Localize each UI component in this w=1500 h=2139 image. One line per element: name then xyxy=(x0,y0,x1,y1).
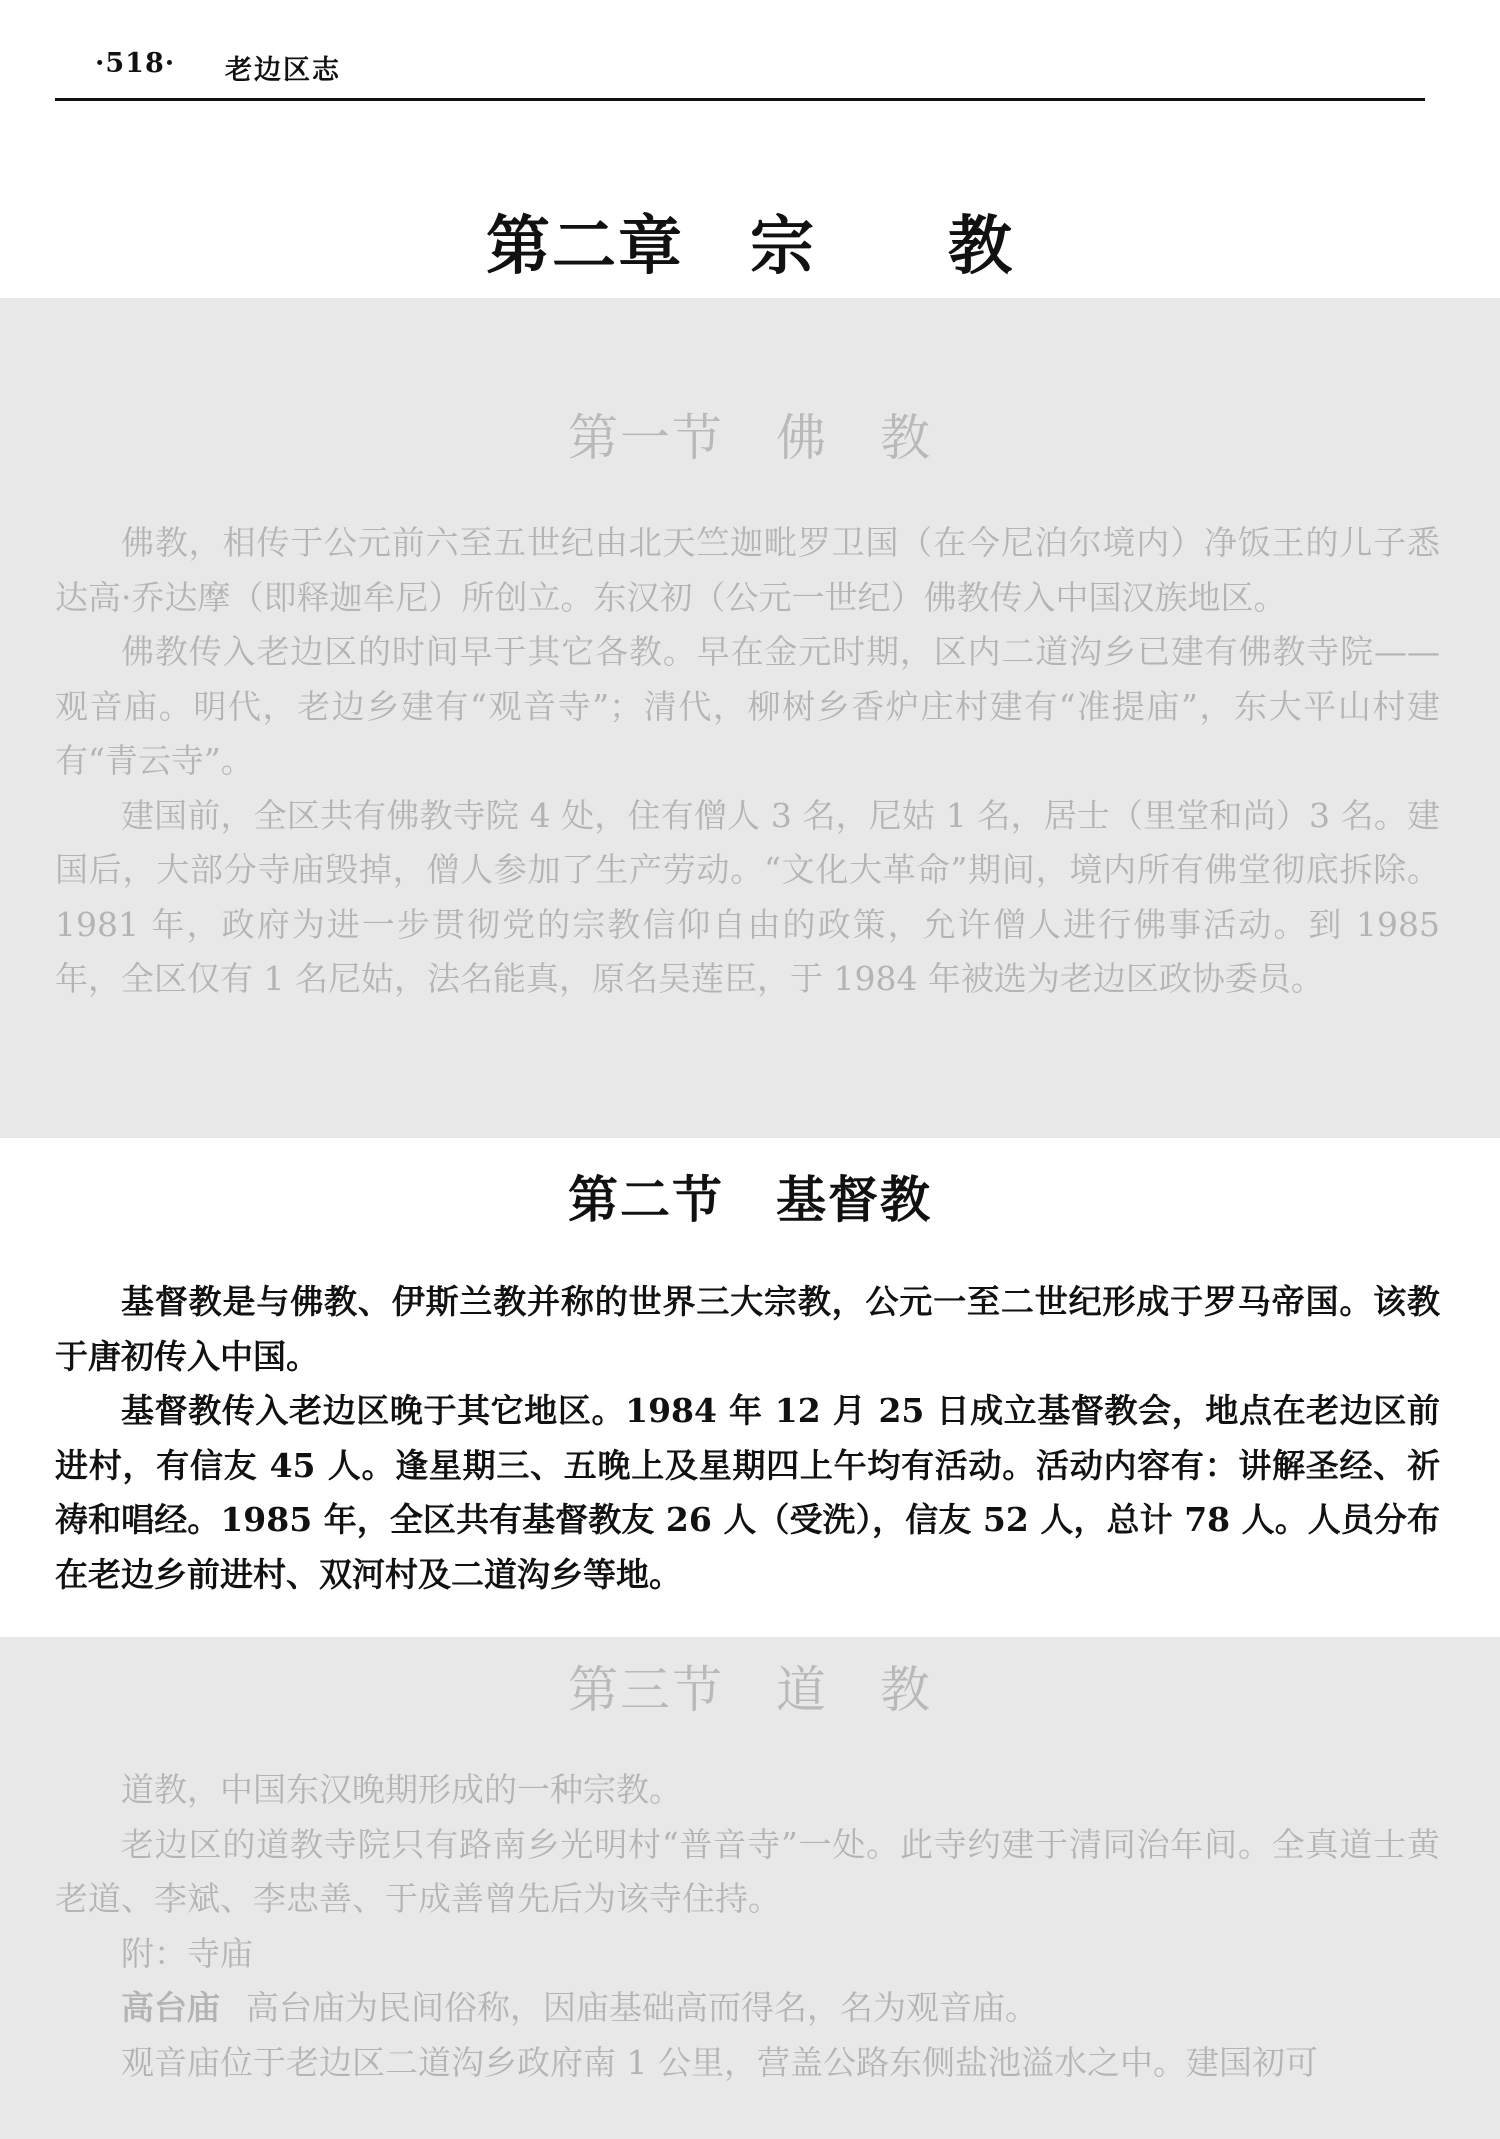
section-1-body xyxy=(55,516,1440,1007)
paragraph: 老边区的道教寺院只有路南乡光明村“普音寺”一处。此寺约建于清同治年间。全真道士黄老道、李斌、李忠善、于成善曾先后为该寺住持。 xyxy=(55,1824,1440,1918)
section-3-body xyxy=(55,1763,1440,2090)
paragraph: 基督教传入老边区晚于其它地区。1984 年 12 月 25 日成立基督教会，地点在老边区前进村，有信友 45 人。逢星期三、五晚上及星期四上午均有活动。活动内容有：讲解圣经、祈祷和唱经。1985 年，全区共有基督教友 26 人（受洗），信友 52 人，总计 78 人。人员分布在老边乡前进村、双河村及二道沟乡等地。 xyxy=(55,1391,1440,1594)
chapter-title: 第二章 宗 教 xyxy=(486,210,1014,284)
section-2-body xyxy=(55,1275,1440,1602)
paragraph: 附：寺庙 xyxy=(121,1933,253,1973)
paragraph: 观音庙位于老边区二道沟乡政府南 1 公里，营盖公路东侧盐池溢水之中。建国初可 xyxy=(121,2042,1318,2082)
header-rule xyxy=(55,98,1425,101)
paragraph: 佛教传入老边区的时间早于其它各教。早在金元时期，区内二道沟乡已建有佛教寺院——观音庙。明代，老边乡建有“观音寺”；清代，柳树乡香炉庄村建有“准提庙”，东大平山村建有“青云寺”。 xyxy=(55,632,1440,780)
paragraph: 建国前，全区共有佛教寺院 4 处，住有僧人 3 名，尼姑 1 名，居士（里堂和尚）3 名。建国后，大部分寺庙毁掉，僧人参加了生产劳动。“文化大革命”期间，境内所有佛堂彻底拆除。1981 年，政府为进一步贯彻党的宗教信仰自由的政策，允许僧人进行佛事活动。到 1985 年，全区仅有 1 名尼姑，法名能真，原名吴莲臣，于 1984 年被选为老边区政协委员。 xyxy=(55,795,1440,998)
temple-entry xyxy=(55,1981,1440,2036)
page-header xyxy=(55,48,1425,100)
entry-term: 高台庙 xyxy=(121,1988,220,2027)
section-1-title: 第一节 佛 教 xyxy=(568,409,932,467)
page-number: ·518· xyxy=(95,48,176,79)
section-2-title: 第二节 基督教 xyxy=(568,1170,932,1229)
paragraph: 道教，中国东汉晚期形成的一种宗教。 xyxy=(121,1770,682,1809)
paragraph: 佛教，相传于公元前六至五世纪由北天竺迦毗罗卫国（在今尼泊尔境内）净饭王的儿子悉达高·乔达摩（即释迦牟尼）所创立。东汉初（公元一世纪）佛教传入中国汉族地区。 xyxy=(55,523,1440,617)
book-title: 老边区志 xyxy=(225,55,341,86)
section-3-title: 第三节 道 教 xyxy=(568,1661,932,1719)
entry-text: 高台庙为民间俗称，因庙基础高而得名，名为观音庙。 xyxy=(246,1988,1038,2027)
paragraph: 基督教是与佛教、伊斯兰教并称的世界三大宗教，公元一至二世纪形成于罗马帝国。该教于唐初传入中国。 xyxy=(55,1282,1440,1376)
